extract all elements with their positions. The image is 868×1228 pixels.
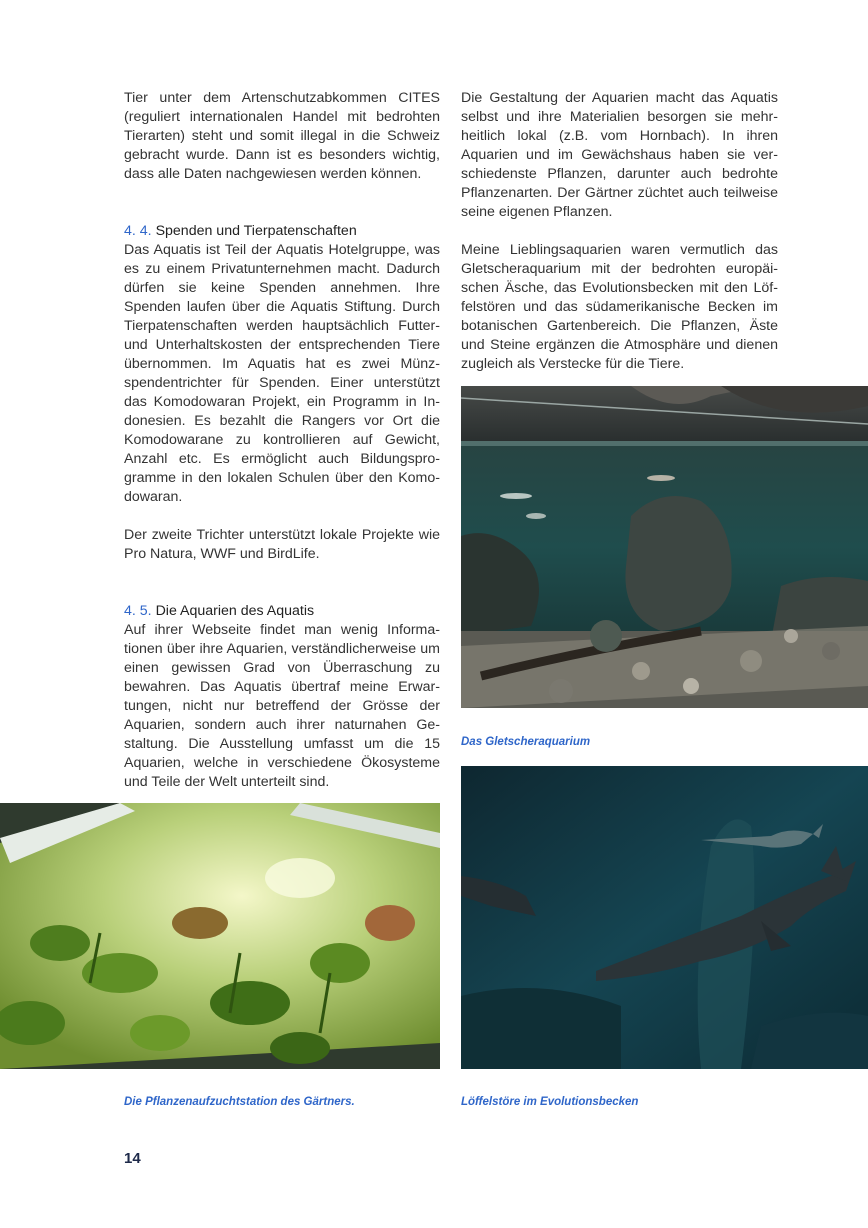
paragraph-favorites: Meine Lieblingsaquarien waren vermutlich das Gletscheraquarium mit der bedrohten europäischen Äsche, das Evolutionsbecken mit den Löffelstören und das südamerikanische Becken im botanischen Gartenbereich. Die Pflanzen, Äste und Steine ergänzen die Atmosphäre und dienen zugleich als Verstecke für die Tiere. — [461, 242, 778, 372]
glacier-aquarium-photo — [461, 386, 868, 708]
page-number: 14 — [124, 1150, 141, 1167]
section-number: 4. 4. — [124, 223, 152, 239]
sturgeon-tank-photo — [461, 766, 868, 1069]
plant-nursery-photo — [0, 803, 440, 1069]
section-heading-donations — [124, 222, 440, 241]
section-title: Die Aquarien des Aquatis — [155, 603, 315, 619]
paragraph-aquariums: Auf ihrer Webseite findet man wenig Informationen über ihre Aquarien, verständlicherweise um einen gewissen Grad von Überraschung zu bewahren. Das Aquatis übertraf meine Erwartungen, nicht nur betreffend der Grösse der Aquarien, sondern auch ihrer naturnahen Gestaltung. Die Ausstellung umfasst um die 15 Aquarien, welche in verschiedene Ökosysteme und Teile der Welt unterteilt sind. — [124, 622, 440, 790]
paragraph-donations: Das Aquatis ist Teil der Aquatis Hotelgruppe, was es zu einem Privatunternehmen macht. Dadurch dürfen sie keine Spenden annehmen. Ihre Spenden laufen über die Aquatis Stiftung. Durch Tierpatenschaften werden hauptsächlich Futter- und Unterhaltskosten der entsprechenden Tiere übernommen. Im Aquatis hat es zwei Münzspendentrichter für Spenden. Einer unterstützt das Komodowaran Projekt, ein Programm in Indonesien. Es bezahlt die Rangers vor Ort die Komodowarane zu kontrollieren auf Gewicht, Anzahl etc. Es ermöglicht auch Bildungsprogramme in den lokalen Schulen über den Komodowaran. — [124, 242, 440, 505]
section-heading-aquariums — [124, 602, 440, 621]
left-column — [124, 89, 440, 792]
right-column — [461, 89, 778, 374]
caption-glacier: Das Gletscheraquarium — [461, 736, 591, 748]
paragraph-second-funnel: Der zweite Trichter unterstützt lokale Projekte wie Pro Natura, WWF und BirdLife. — [124, 527, 440, 562]
section-number: 4. 5. — [124, 603, 152, 619]
caption-sturgeon: Löffelstöre im Evolutionsbecken — [461, 1096, 639, 1108]
caption-plants: Die Pflanzenaufzuchtstation des Gärtners. — [124, 1096, 355, 1108]
paragraph-cites: Tier unter dem Artenschutzabkommen CITES (reguliert internationalen Handel mit bedrohten Tierarten) steht und somit illegal in die Schweiz gebracht wurde. Dann ist es besonders wichtig, dass alle Daten nachgewiesen werden können. — [124, 90, 440, 182]
section-title: Spenden und Tierpatenschaften — [155, 223, 357, 239]
paragraph-design: Die Gestaltung der Aquarien macht das Aquatis selbst und ihre Materialien besorgen sie mehrheitlich lokal (z.B. vom Hornbach). In ihren Aquarien und im Gewächshaus haben sie verschiedenste Pflanzen, darunter auch bedrohte Pflanzenarten. Der Gärtner züchtet auch teilweise seine eigenen Pflanzen. — [461, 90, 778, 220]
